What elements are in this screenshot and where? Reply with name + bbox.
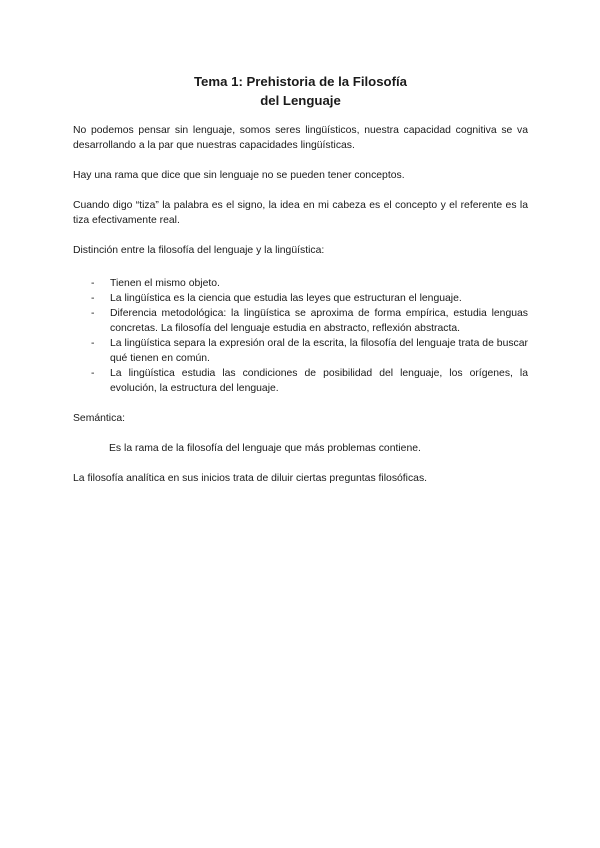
semantics-heading: Semántica: (73, 413, 125, 424)
bullet-dash: - (91, 368, 95, 379)
title-line-2: del Lenguaje (260, 93, 341, 108)
list-item (73, 366, 528, 396)
list-item (73, 291, 528, 306)
paragraph-concepts: Hay una rama que dice que sin lenguaje no se pueden tener conceptos. (73, 170, 405, 181)
bullet-dash: - (91, 278, 95, 289)
list-item-text: La lingüística es la ciencia que estudia las leyes que estructuran el lenguaje. (110, 293, 462, 304)
distinction-list (73, 276, 528, 396)
list-item (73, 276, 528, 291)
paragraph-cognition: No podemos pensar sin lenguaje, somos seres lingüísticos, nuestra capacidad cognitiva se va desarrollando a la par que nuestras capacidades lingüísticas. (73, 125, 528, 151)
list-item-text: Tienen el mismo objeto. (110, 278, 220, 289)
document-page (73, 72, 528, 501)
bullet-dash: - (91, 338, 95, 349)
list-item (73, 306, 528, 336)
list-item-text: Diferencia metodológica: la lingüística se aproxima de forma empírica, estudia lenguas concretas. La filosofía del lenguaje estudia en abstracto, reflexión abstracta. (110, 308, 528, 334)
paragraph-tiza: Cuando digo “tiza” la palabra es el signo, la idea en mi cabeza es el concepto y el referente es la tiza efectivamente real. (73, 200, 528, 226)
bullet-dash: - (91, 293, 95, 304)
paragraph-analytic-philosophy: La filosofía analítica en sus inicios trata de diluir ciertas preguntas filosóficas. (73, 473, 428, 484)
list-item (73, 336, 528, 366)
document-title (73, 72, 528, 110)
bullet-dash: - (91, 308, 95, 319)
list-item-text: La lingüística separa la expresión oral de la escrita, la filosofía del lenguaje trata de buscar qué tienen en común. (110, 338, 528, 364)
list-item-text: La lingüística estudia las condiciones de posibilidad del lenguaje, los orígenes, la evolución, la estructura del lenguaje. (110, 368, 528, 394)
semantics-definition: Es la rama de la filosofía del lenguaje que más problemas contiene. (109, 443, 421, 454)
paragraph-distinction: Distinción entre la filosofía del lenguaje y la lingüística: (73, 245, 325, 256)
title-line-1: Tema 1: Prehistoria de la Filosofía (193, 74, 407, 89)
